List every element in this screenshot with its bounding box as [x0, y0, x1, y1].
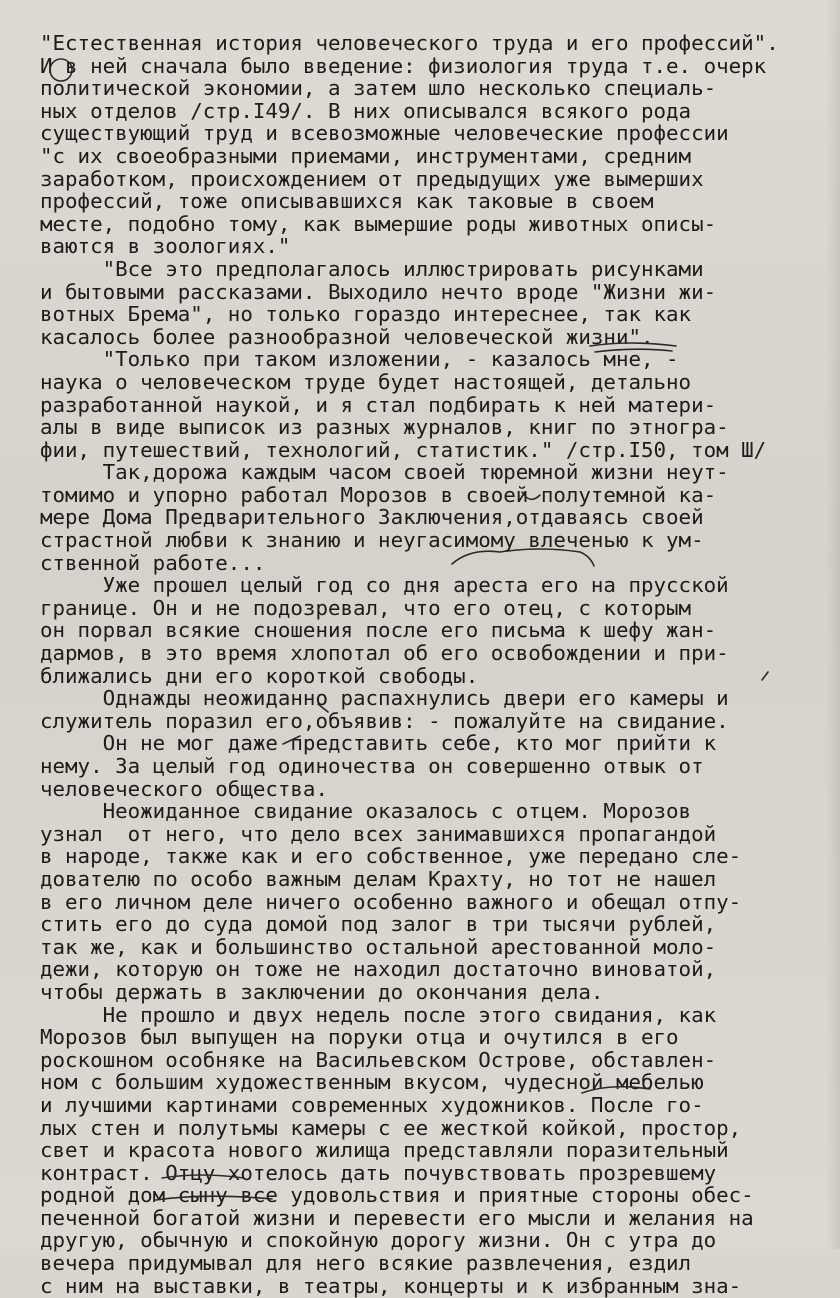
text-line: "Все это предполагалось иллюстрировать рисунками	[40, 256, 704, 281]
text-line: существующий труд и всевозможные человеческие профессии	[40, 121, 729, 146]
text-line: вечера придумывал для него всякие развлечения, ездил	[40, 1251, 692, 1276]
page-text	[40, 32, 830, 1297]
text-line: роскошном особняке на Васильевском Острове, обставлен-	[40, 1047, 717, 1072]
text-line: томимо и упорно работал Морозов в своей полутемной ка-	[40, 482, 717, 507]
text-line: дователю по особо важным делам Крахту, но тот не нашел	[40, 866, 717, 891]
text-line: наука о человеческом труде будет настоящей, детально	[40, 369, 692, 394]
text-line: в его личном деле ничего особенно важного и обещал отпу-	[40, 889, 742, 914]
text-line: Так,дорожа каждым часом своей тюремной жизни неут-	[40, 460, 729, 485]
text-line: Он не мог даже представить себе, кто мог прийти к	[40, 731, 717, 756]
text-line: политической экономии, а затем шло несколько специаль-	[40, 76, 717, 101]
text-line: в народе, также как и его собственное, уже передано сле-	[40, 844, 742, 869]
text-line: мере Дома Предварительного Заключения,отдаваясь своей	[40, 505, 704, 530]
text-line: так же, как и большинство остальной арестованной моло-	[40, 934, 717, 959]
text-line: человеческого общества.	[40, 776, 328, 801]
text-line: алы в виде выписок из разных журналов, книг по этногра-	[40, 415, 729, 440]
text-line: И в ней сначала было введение: физиология труда т.е. очерк	[40, 53, 767, 78]
text-line: Уже прошел целый год со дня ареста его на прусской	[40, 573, 729, 598]
text-line: с ним на выставки, в театры, концерты и к избранным зна-	[40, 1273, 742, 1298]
text-line: Не прошло и двух недель после этого свидания, как	[40, 1002, 717, 1027]
text-line: другую, обычную и спокойную дорогу жизни. Он с утра до	[40, 1228, 717, 1253]
text-line: вотных Брема", но только гораздо интереснее, так как	[40, 302, 692, 327]
text-line: и лучшими картинами современных художников. После го-	[40, 1092, 704, 1117]
text-line: Однажды неожиданно распахнулись двери его камеры и	[40, 686, 729, 711]
text-line: границе. Он и не подозревал, что его отец, с которым	[40, 595, 692, 620]
text-line: и бытовыми рассказами. Выходило нечто вроде "Жизни жи-	[40, 279, 717, 304]
text-line: Неожиданное свидание оказалось с отцем. Морозов	[40, 799, 692, 824]
text-line: ном с большим художественным вкусом, чудесной мебелью	[40, 1070, 704, 1095]
text-line: контраст. Отцу хотелось дать почувствовать прозревшему	[40, 1160, 717, 1185]
text-line: чтобы держать в заключении до окончания дела.	[40, 979, 604, 1004]
text-line: лых стен и полутьмы камеры с ее жесткой койкой, простор,	[40, 1115, 742, 1140]
text-line: ваются в зоологиях."	[40, 234, 291, 259]
text-line: профессий, тоже описывавшихся как таковые в своем	[40, 189, 654, 214]
text-line: ственной работе...	[40, 550, 266, 575]
text-line: "Только при таком изложении, - казалось мне, -	[40, 347, 679, 372]
text-line: нему. За целый год одиночества он совершенно отвык от	[40, 754, 704, 778]
text-line: печенной богатой жизни и перевести его мысли и желания на	[40, 1205, 754, 1230]
text-line: ных отделов /стр.I49/. В них описывался всякого рода	[40, 98, 692, 123]
text-line: фии, путешествий, технологий, статистик." /стр.I50, том Ш/	[40, 437, 767, 462]
text-line: "с их своеобразными приемами, инструментами, средним	[40, 143, 692, 168]
text-line: узнал от него, что дело всех занимавшихся пропагандой	[40, 821, 717, 846]
text-line: свет и красота нового жилища представляли поразительный	[40, 1138, 729, 1163]
text-line: "Естественная история человеческого труда и его профессий".	[40, 31, 779, 55]
text-line: стить его до суда домой под залог в три тысячи рублей,	[40, 912, 717, 937]
text-line: месте, подобно тому, как вымершие роды животных описы-	[40, 211, 717, 236]
text-line: он порвал всякие сношения после его письма к шефу жан-	[40, 618, 717, 643]
text-line: Морозов был выпущен на поруки отца и очутился в его	[40, 1025, 679, 1050]
text-line: заработком, происхождением от предыдущих уже вымерших	[40, 166, 704, 191]
text-line: ближались дни его короткой свободы.	[40, 663, 479, 688]
text-line: касалось более разнообразной человеческой жизни".	[40, 324, 654, 349]
text-line: дармов, в это время хлопотал об его освобождении и при-	[40, 641, 729, 666]
text-line: страстной любви к знанию и неугасимому влеченью к ум-	[40, 528, 704, 553]
text-line: разработанной наукой, и я стал подбирать к ней матери-	[40, 392, 717, 417]
text-line: родной дом сыну все удовольствия и приятные стороны обес-	[40, 1183, 754, 1208]
text-line: дежи, которую он тоже не находил достаточно виноватой,	[40, 957, 717, 982]
text-line: служитель поразил его,объявив: - пожалуйте на свидание.	[40, 708, 729, 733]
